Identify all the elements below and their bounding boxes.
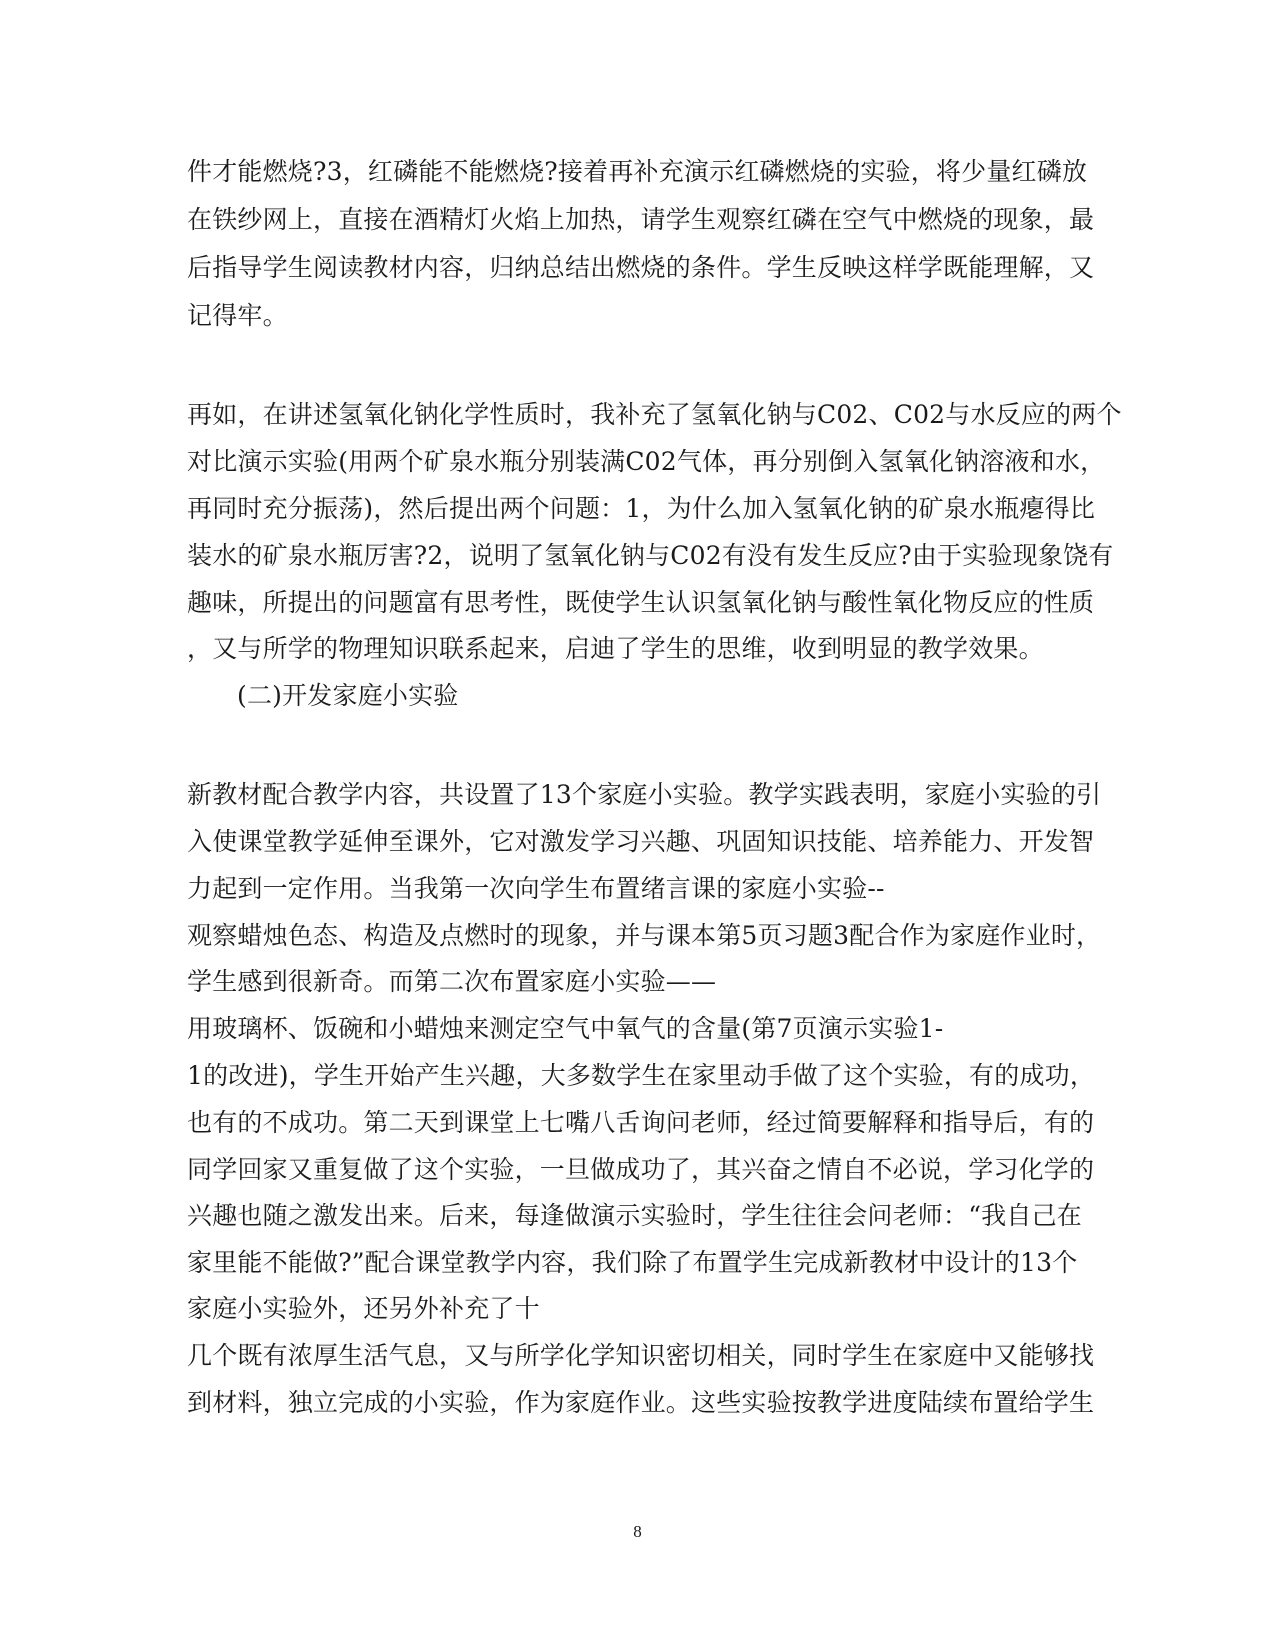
- paragraph-line: 力起到一定作用。当我第一次向学生布置绪言课的家庭小实验--: [187, 874, 885, 903]
- paragraph-line: 再同时充分振荡)，然后提出两个问题：1，为什么加入氢氧化钠的矿泉水瓶瘪得比: [187, 494, 1096, 523]
- paragraph-line: 再如，在讲述氢氧化钠化学性质时，我补充了氢氧化钠与C02、C02与水反应的两个: [187, 400, 1122, 429]
- paragraph-line: 装水的矿泉水瓶厉害?2，说明了氢氧化钠与C02有没有发生反应?由于实验现象饶有: [187, 541, 1114, 570]
- paragraph-line: 兴趣也随之激发出来。后来，每逢做演示实验时，学生往往会问老师：“我自己在: [187, 1201, 1082, 1230]
- paragraph-line: ，又与所学的物理知识联系起来，启迪了学生的思维，收到明显的教学效果。: [187, 634, 1044, 663]
- paragraph-line: 1的改进)，学生开始产生兴趣，大多数学生在家里动手做了这个实验，有的成功，: [187, 1061, 1096, 1090]
- paragraph-line: 几个既有浓厚生活气息，又与所学化学知识密切相关，同时学生在家庭中又能够找: [187, 1341, 1095, 1370]
- paragraph-line: 对比演示实验(用两个矿泉水瓶分别装满C02气体，再分别倒入氢氧化钠溶液和水，: [187, 447, 1106, 476]
- paragraph-line: 到材料，独立完成的小实验，作为家庭作业。这些实验按教学进度陆续布置给学生: [187, 1388, 1095, 1417]
- paragraph-line: 也有的不成功。第二天到课堂上七嘴八舌询问老师，经过简要解释和指导后，有的: [187, 1108, 1095, 1137]
- paragraph-line: 新教材配合教学内容，共设置了13个家庭小实验。教学实践表明，家庭小实验的引: [187, 780, 1102, 809]
- paragraph-line: 在铁纱网上，直接在酒精灯火焰上加热，请学生观察红磷在空气中燃烧的现象，最: [187, 205, 1095, 234]
- page-number: 8: [633, 1522, 642, 1541]
- section-heading: (二)开发家庭小实验: [237, 681, 459, 710]
- paragraph-line: 记得牢。: [187, 301, 288, 330]
- paragraph-line: 入使课堂教学延伸至课外，它对激发学习兴趣、巩固知识技能、培养能力、开发智: [187, 827, 1095, 856]
- paragraph-line: 件才能燃烧?3，红磷能不能燃烧?接着再补充演示红磷燃烧的实验，将少量红磷放: [187, 157, 1088, 186]
- paragraph-line: 学生感到很新奇。而第二次布置家庭小实验——: [187, 967, 717, 996]
- paragraph-line: 观察蜡烛色态、构造及点燃时的现象，并与课本第5页习题3配合作为家庭作业时，: [187, 921, 1102, 950]
- paragraph-line: 同学回家又重复做了这个实验，一旦做成功了，其兴奋之情自不必说，学习化学的: [187, 1155, 1095, 1184]
- paragraph-line: 家里能不能做?”配合课堂教学内容，我们除了布置学生完成新教材中设计的13个: [187, 1248, 1078, 1277]
- paragraph-line: 后指导学生阅读教材内容，归纳总结出燃烧的条件。学生反映这样学既能理解，又: [187, 253, 1095, 282]
- paragraph-line: 用玻璃杯、饭碗和小蜡烛来测定空气中氧气的含量(第7页演示实验1-: [187, 1014, 944, 1043]
- paragraph-line: 家庭小实验外，还另外补充了十: [187, 1294, 540, 1323]
- paragraph-line: 趣味，所提出的问题富有思考性，既使学生认识氢氧化钠与酸性氧化物反应的性质: [187, 588, 1095, 617]
